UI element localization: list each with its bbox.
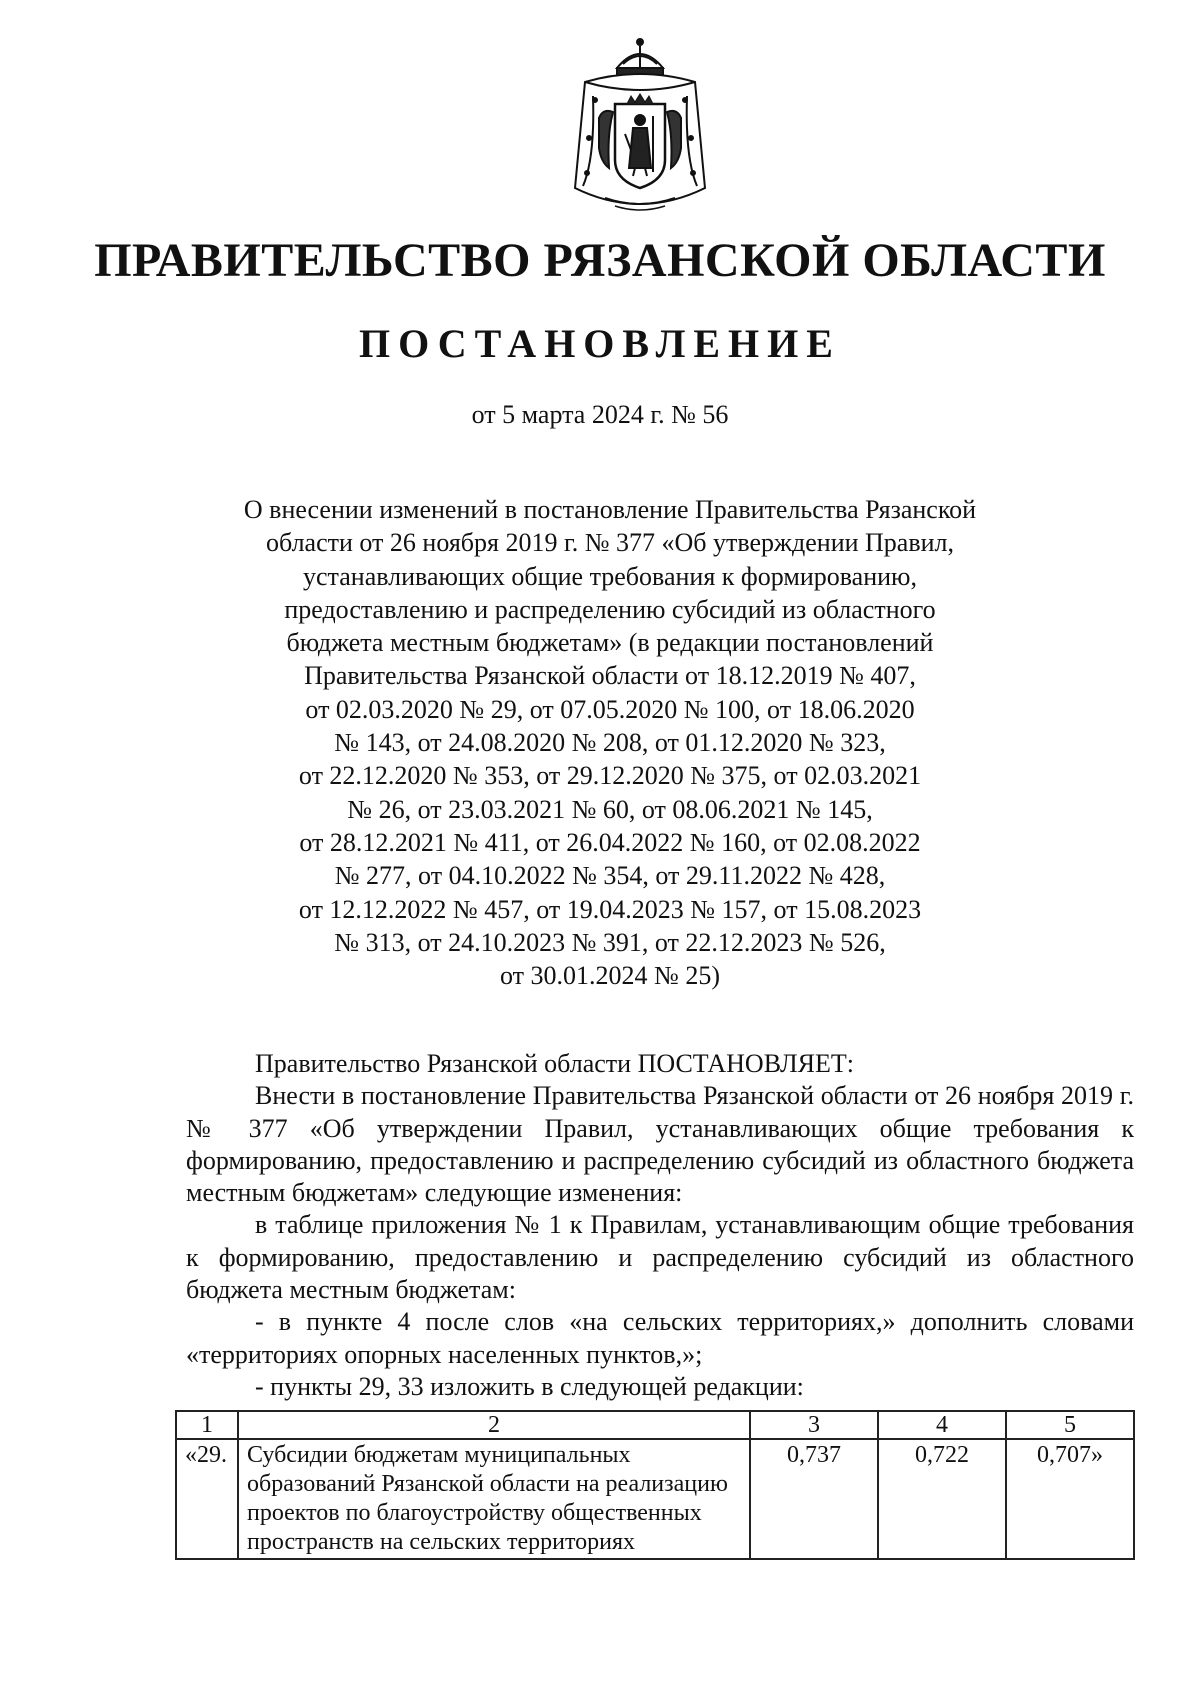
- subject-line: № 143, от 24.08.2020 № 208, от 01.12.2020 № 323,: [334, 728, 886, 758]
- amendment-item-2: - пункты 29, 33 изложить в следующей редакции:: [255, 1371, 804, 1401]
- intro-paragraph: Внести в постановление Правительства Рязанской области от 26 ноября 2019 г. № 377 «Об утверждении Правил, устанавливающих общие требования к формированию, предоставлению и распределению субсидий из областного бюджета местным бюджетам» следующие изменения:: [186, 1081, 1134, 1208]
- subject-line: бюджета местным бюджетам» (в редакции постановлений: [286, 628, 934, 658]
- subject-line: области от 26 ноября 2019 г. № 377 «Об утверждении Правил,: [265, 528, 955, 558]
- subject-line: О внесении изменений в постановление Правительства Рязанской: [243, 495, 977, 524]
- document-date-number: от 5 марта 2024 г. № 56: [471, 400, 729, 429]
- amendment-item-1: - в пункте 4 после слов «на сельских территориях,» дополнить словами «территориях опорных населенных пунктов,»;: [186, 1307, 1134, 1369]
- subject-line: от 02.03.2020 № 29, от 07.05.2020 № 100, от 18.06.2020: [305, 694, 915, 724]
- document-body: [186, 1048, 1134, 1403]
- table-header-row: [176, 1411, 1134, 1439]
- subject-line: предоставлению и распределению субсидий из областного: [284, 594, 936, 624]
- subject-line: от 28.12.2021 № 411, от 26.04.2022 № 160, от 02.08.2022: [299, 827, 921, 857]
- row-number-cell: «29.: [176, 1439, 238, 1559]
- row-value-cell: 0,737: [750, 1439, 878, 1559]
- table-header-cell: 1: [176, 1411, 238, 1439]
- document-subject: [200, 493, 1020, 992]
- table-header-cell: 5: [1006, 1411, 1134, 1439]
- subject-line: № 277, от 04.10.2022 № 354, от 29.11.2022 № 428,: [334, 861, 886, 891]
- table-header-cell: 4: [878, 1411, 1006, 1439]
- organization-title: ПРАВИТЕЛЬСТВО РЯЗАНСКОЙ ОБЛАСТИ: [94, 234, 1106, 287]
- table-row: [176, 1439, 1134, 1559]
- table-intro-paragraph: в таблице приложения № 1 к Правилам, устанавливающим общие требования к формированию, предоставлению и распределению субсидий из областного бюджета местным бюджетам:: [186, 1210, 1134, 1305]
- row-description-cell: Субсидии бюджетам муниципальных образований Рязанской области на реализацию проектов по благоустройству общественных пространств на сельских территориях: [238, 1439, 750, 1559]
- subject-line: от 30.01.2024 № 25): [500, 961, 720, 991]
- table-header-cell: 2: [238, 1411, 750, 1439]
- subject-line: № 26, от 23.03.2021 № 60, от 08.06.2021 № 145,: [347, 794, 873, 824]
- coat-of-arms-icon: [565, 38, 715, 216]
- subject-line: устанавливающих общие требования к формированию,: [303, 561, 917, 591]
- subject-line: от 12.12.2022 № 457, от 19.04.2023 № 157, от 15.08.2023: [298, 894, 922, 924]
- table-header-cell: 3: [750, 1411, 878, 1439]
- subject-line: № 313, от 24.10.2023 № 391, от 22.12.2023 № 526,: [334, 927, 886, 957]
- subject-line: Правительства Рязанской области от 18.12.2019 № 407,: [304, 661, 916, 691]
- amendment-table: [175, 1410, 1135, 1560]
- document-type: ПОСТАНОВЛЕНИЕ: [359, 321, 841, 366]
- subject-line: от 22.12.2020 № 353, от 29.12.2020 № 375, от 02.03.2021: [298, 761, 922, 791]
- row-value-cell: 0,722: [878, 1439, 1006, 1559]
- row-value-cell: 0,707»: [1006, 1439, 1134, 1559]
- resolves-paragraph: Правительство Рязанской области ПОСТАНОВЛЯЕТ:: [255, 1049, 855, 1078]
